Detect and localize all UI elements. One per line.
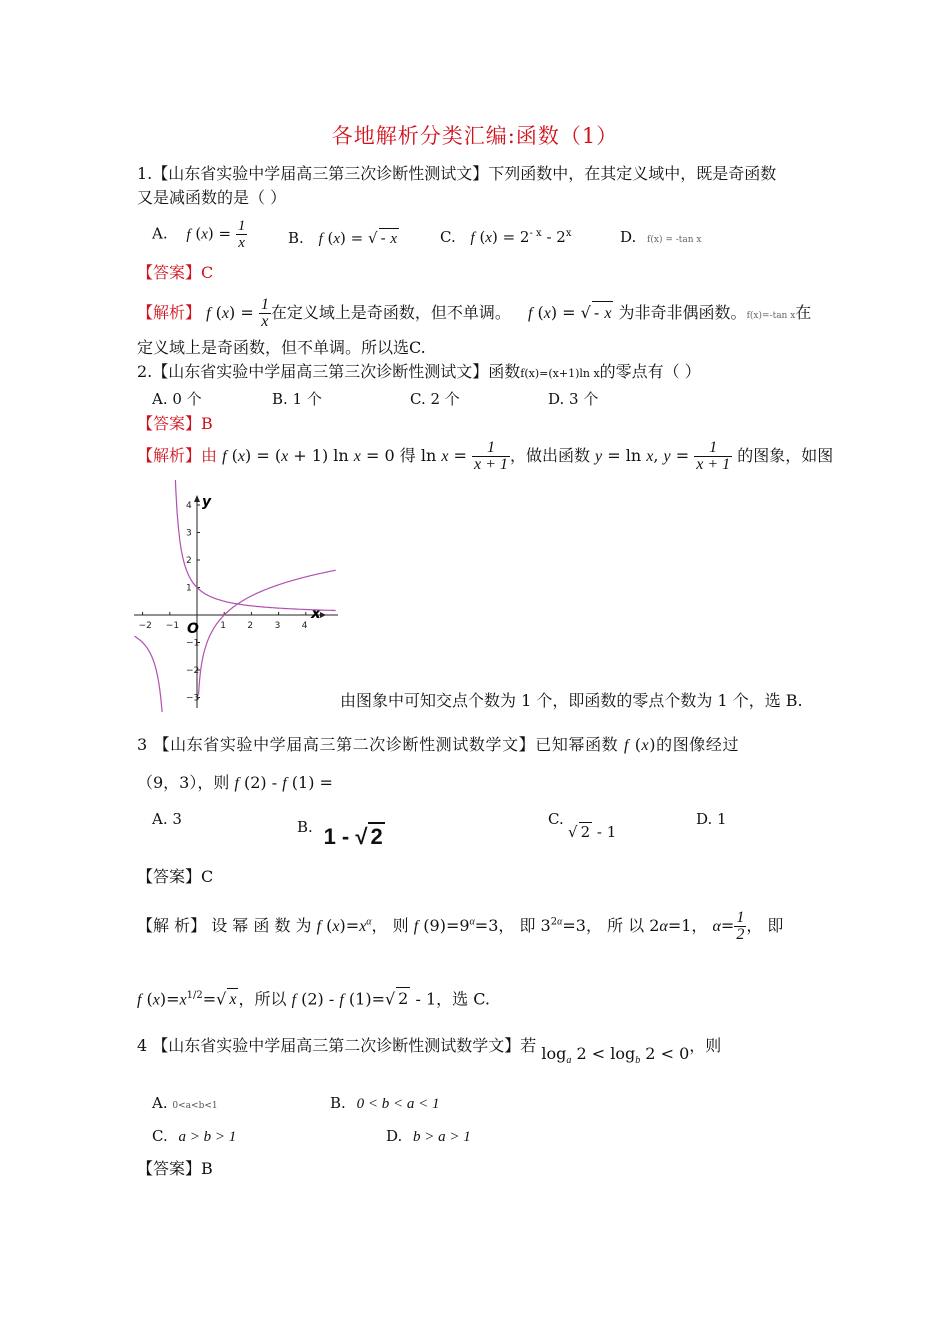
q4-option-b: B. 0 < b < a < 1	[330, 1094, 440, 1112]
q1-stem-line1: 1.【山东省实验中学届高三第三次诊断性测试文】下列函数中，在其定义域中，既是奇函数	[137, 164, 777, 183]
q4-option-c: C. a > b > 1	[152, 1127, 237, 1145]
q2-option-b: B. 1 个	[272, 390, 322, 408]
q1-option-b: B. f (x) = √ - x	[288, 229, 398, 247]
q3-stem-line1: 3 【山东省实验中学届高三第二次诊断性测试数学文】已知幂函数 f (x)的图像经过	[137, 735, 740, 754]
y-axis-label: y	[202, 494, 212, 510]
x-tick-label: 4	[301, 621, 308, 631]
y-axis-arrow	[194, 495, 200, 502]
q1-analysis-line2: 定义域上是奇函数，但不单调。所以选C.	[137, 338, 426, 357]
y-tick-label: 2	[186, 556, 192, 566]
q3-answer: 【答案】C	[137, 867, 214, 886]
q2-answer: 【答案】B	[137, 414, 213, 433]
y-tick-label: 3	[186, 528, 192, 539]
q1-option-a: A. f (x) = $\frac{1}{x}$	[152, 218, 246, 251]
x-tick-label: −2	[138, 621, 152, 631]
q3-option-a: A. 3	[152, 810, 182, 828]
q1-analysis-line1: 【解析】 f (x) = $\frac{1}{x}$ 在定义域上是奇函数，但不单调。 f (x) = √ - x 为非奇非偶函数。f(x)=-tan x在	[137, 296, 812, 330]
function-graph	[130, 480, 350, 712]
q4-option-d: D. b > a > 1	[386, 1127, 471, 1145]
curve-reciprocal-left-branch	[134, 636, 163, 712]
q2-option-d: D. 3 个	[548, 390, 599, 408]
q2-option-c: C. 2 个	[410, 390, 460, 408]
curve-ln	[199, 570, 336, 695]
q2-option-a: A. 0 个	[152, 390, 202, 408]
q4-answer: 【答案】B	[137, 1159, 213, 1178]
q3-analysis-line1: 【解 析】 设 幂 函 数 为 f $(x)=x^\alpha$， 则 f $(9)=9^\alpha=3$， 即 $3^{2\alpha}=3$， 所 以 2α=1， α= $\frac{1}{2}$ ， 即	[137, 909, 784, 943]
y-tick-label: 1	[186, 583, 192, 594]
q2-conclusion: 由图象中可知交点个数为 1 个，即函数的零点个数为 1 个，选 B.	[340, 691, 803, 710]
q4-option-a: A. 0<a<b<1	[152, 1094, 218, 1112]
q4-stem: 4 【山东省实验中学届高三第二次诊断性测试数学文】若 $\log_a 2 < \log_b 2 < 0$，则	[137, 1036, 722, 1067]
q3-analysis-line2: f $(x)=x^{1/2}=√$ x ，所以 f (2) - f (1)=√ 2 - 1，选 C.	[137, 985, 490, 1011]
q2-stem: 2.【山东省实验中学届高三第三次诊断性测试文】函数f(x)=(x+1)ln x的零点有（ ）	[137, 362, 701, 381]
y-tick-label: −2	[186, 666, 200, 676]
x-tick-label: −1	[165, 621, 180, 631]
y-tick-label: −3	[186, 693, 200, 704]
q3-option-b: B. 1 - √ 2	[297, 818, 383, 849]
x-tick-label: 2	[247, 621, 254, 631]
q3-option-c: C. √ 2 - 1	[548, 810, 617, 841]
y-tick-label: −1	[186, 638, 200, 649]
q1-option-c: C. f $(x) = 2^{- x} - 2^x$	[440, 228, 572, 246]
x-tick-label: 1	[220, 621, 226, 631]
y-tick-label: 4	[186, 501, 192, 511]
q3-option-d: D. 1	[696, 810, 727, 828]
q2-analysis: 【解析】由 f (x) = (x + 1) ln x = 0 得 ln x = $\frac{1}{x + 1}$ ，做出函数 y = ln x, y = $\frac{1}{x + 1}$ 的图象，如图	[137, 439, 834, 473]
q1-answer: 【答案】C	[137, 263, 214, 282]
q1-stem-line2: 又是减函数的是（ ）	[137, 188, 287, 207]
page-title: 各地解析分类汇编:函数（1）	[331, 124, 619, 148]
x-tick-label: 3	[274, 621, 281, 631]
x-axis-arrow	[320, 612, 326, 618]
q3-stem-line2: （9，3），则 f (2) - f (1) =	[137, 773, 333, 792]
x-axis-label: x	[311, 604, 321, 622]
q1-option-d: D. f(x) = -tan x	[620, 228, 702, 246]
origin-label: O	[187, 621, 199, 637]
